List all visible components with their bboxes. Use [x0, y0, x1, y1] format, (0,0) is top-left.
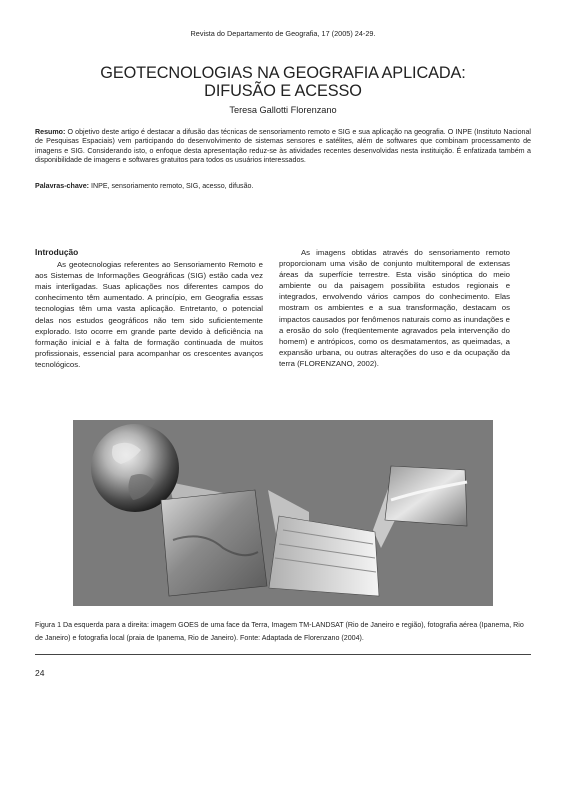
paragraph-intro: As geotecnologias referentes ao Sensoriamento Remoto e aos Sistemas de Informações Geográficas (SIG) estão cada vez mais interligadas. Suas aplicações nos diferentes campos do conhecimento têm aumentado. A princípio, em Geografia essas tecnologias têm uma vasta aplicação. Entretanto, o potencial delas nos estudos geográficos não tem sido suficientemente explorado. Isto ocorre em grande parte devido à deficiência na formação inicial e à falta de formação continuada de muitos profissionais, essencial para acompanhar os crescentes avanços tecnológicos. [35, 260, 263, 369]
column-right [279, 247, 510, 369]
figure-remote-sensing-scales [73, 420, 493, 606]
keywords-label: Palavras-chave: [35, 182, 90, 190]
author-name: Teresa Gallotti Florenzano [229, 105, 337, 115]
paragraph-imagery: As imagens obtidas através do sensoriamento remoto proporcionam uma visão de conjunto multitemporal de extensas áreas da superfície terrestre. Esta visão sinóptica do meio ambiente ou da paisagem possibilita estudos regionais e integrados, envolvendo vários campos do conhecimento. Elas mostram os ambientes e a sua transformação, destacam os impactos causados por fenômenos naturais como as inundações e a erosão do solo (freqüentemente agravados pela intervenção do homem) e antrópicos, como os desmatamentos, as queimadas, a expansão urbana, ou outras alterações do uso e da ocupação da terra (FLORENZANO, 2002). [279, 248, 510, 368]
figure-illustration [73, 420, 493, 606]
keywords-text: INPE, sensoriamento remoto, SIG, acesso, difusão. [91, 182, 254, 190]
abstract-label: Resumo: [35, 128, 66, 136]
local-photo [385, 466, 467, 526]
footer-divider [35, 654, 531, 655]
abstract [35, 128, 531, 166]
landsat-image [161, 490, 267, 596]
page-number: 24 [35, 668, 45, 678]
article-title-line1: GEOTECNOLOGIAS NA GEOGRAFIA APLICADA: [100, 64, 466, 82]
article-title-line2: DIFUSÃO E ACESSO [204, 82, 362, 100]
section-heading: Introdução [35, 247, 79, 257]
abstract-text: O objetivo deste artigo é destacar a difusão das técnicas de sensoriamento remoto e SIG e sua aplicação na geografia. O INPE (Instituto Nacional de Pesquisas Espaciais) vem participando do desenvolvimento de sistemas sensores e satélites, além de softwares que combinam processamento de imagens e SIG. Considerando isto, o enfoque desta apresentação reduz-se às atividades recentes desenvolvidas nesta instituição. É enfatizada também a disponibilidade de imagens e softwares gratuitos para todos os usuários interessados. [35, 128, 531, 165]
article-title [40, 64, 526, 100]
column-left [35, 247, 263, 370]
keywords [35, 182, 531, 191]
figure-caption: Figura 1 Da esquerda para a direita: imagem GOES de uma face da Terra, Imagem TM-LANDSAT (Rio de Janeiro e região), fotografia aérea (Ipanema, Rio de Janeiro) e fotografia local (praia de Ipanema, Rio de Janeiro). Fonte: Adaptada de Florenzano (2004). [35, 621, 524, 642]
journal-header: Revista do Departamento de Geografia, 17 (2005) 24-29. [190, 29, 376, 38]
